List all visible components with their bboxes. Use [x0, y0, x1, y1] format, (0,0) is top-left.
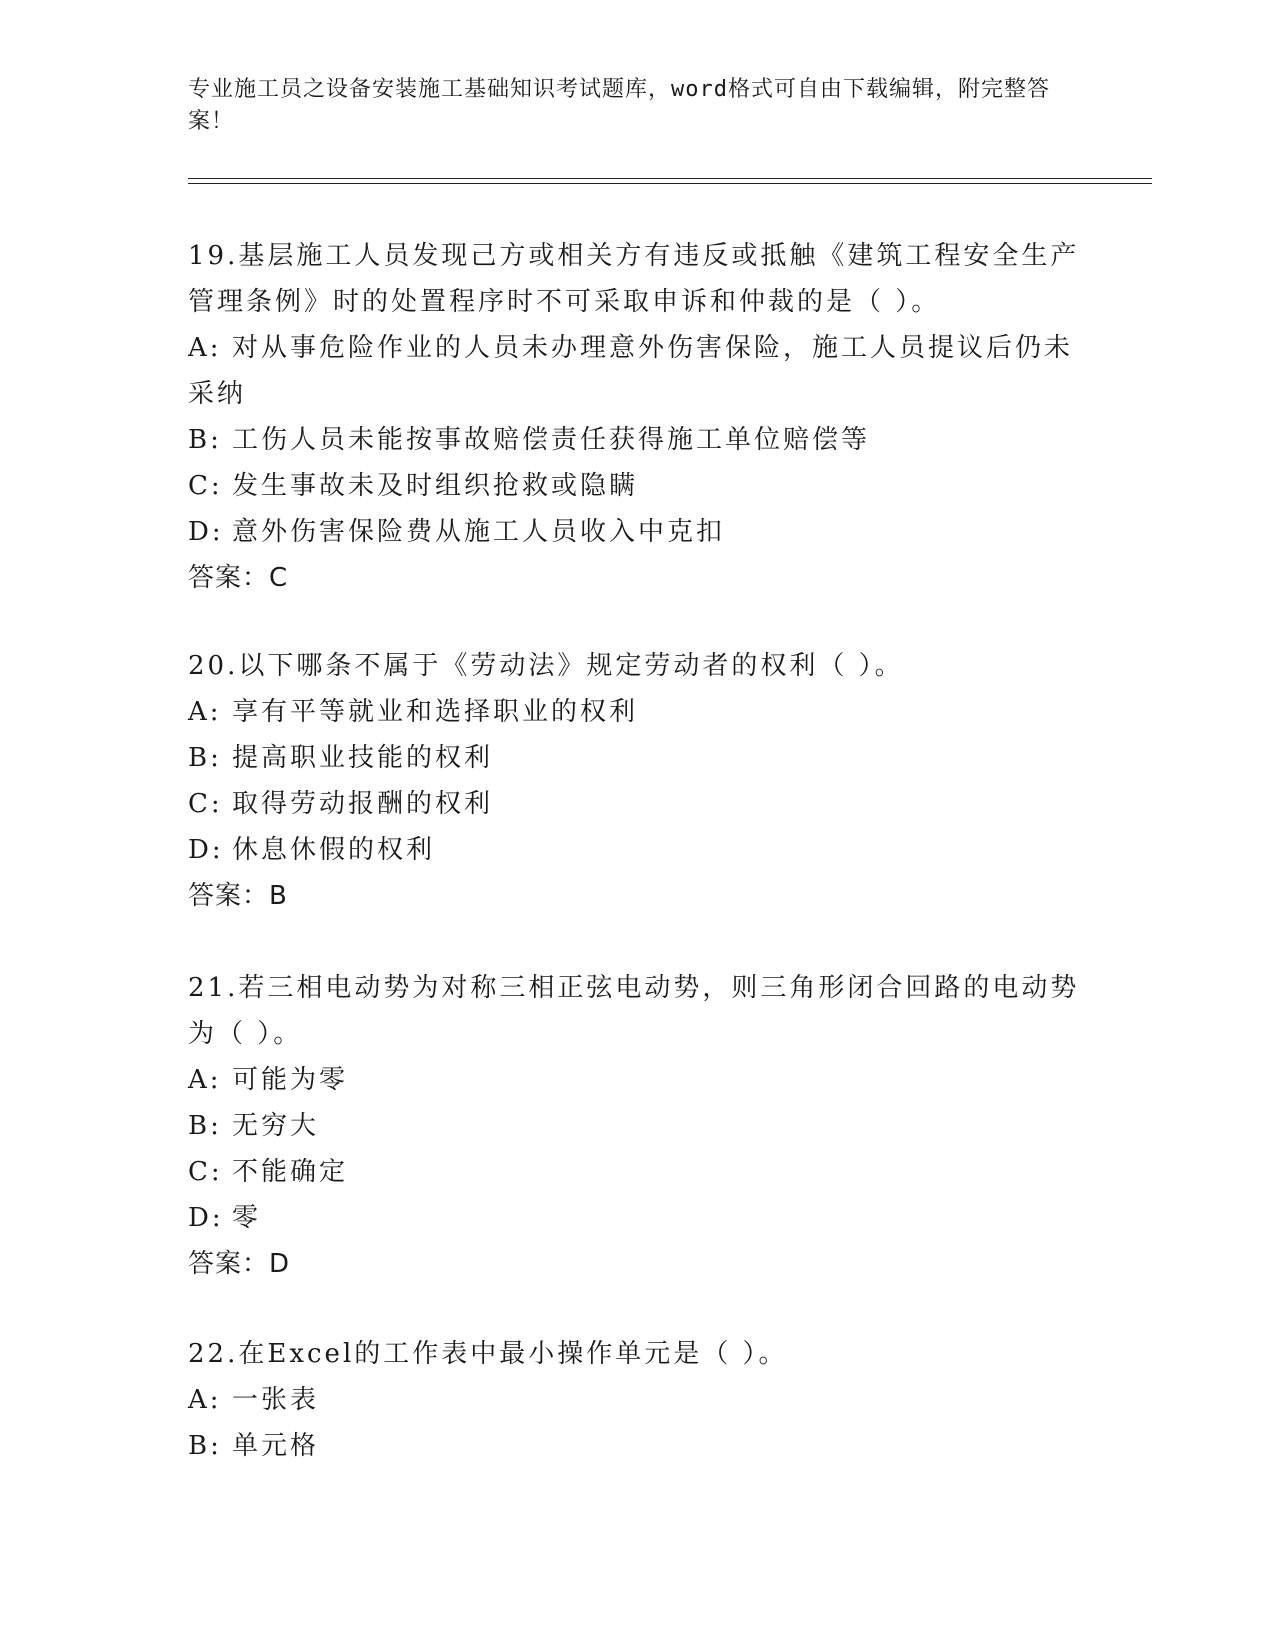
option-a	[188, 689, 1088, 735]
question-stem: 20.以下哪条不属于《劳动法》规定劳动者的权利（ ）。	[188, 651, 904, 681]
option-b	[188, 735, 1088, 781]
question-20	[188, 643, 1088, 919]
option-key: A:	[188, 1065, 222, 1095]
option-d	[188, 827, 1088, 873]
option-a	[188, 1377, 1088, 1423]
question-21	[188, 965, 1088, 1287]
option-key: B:	[188, 1431, 222, 1461]
option-text: 工伤人员未能按事故赔偿责任获得施工单位赔偿等	[232, 425, 871, 455]
option-key: A:	[188, 697, 222, 727]
header-divider-bottom	[188, 183, 1152, 184]
option-text: 享有平等就业和选择职业的权利	[232, 697, 639, 727]
option-key: C:	[188, 1157, 223, 1187]
answer-line: 答案：B	[188, 881, 288, 911]
option-key: C:	[188, 471, 223, 501]
option-text: 零	[232, 1203, 262, 1233]
option-text: 提高职业技能的权利	[232, 743, 494, 773]
question-stem: 22.在Excel的工作表中最小操作单元是（ ）。	[188, 1339, 788, 1369]
option-key: D:	[188, 517, 224, 547]
option-key: B:	[188, 425, 222, 455]
option-d	[188, 509, 1088, 555]
answer-line: 答案：D	[188, 1249, 291, 1279]
option-b	[188, 1423, 1088, 1469]
question-22	[188, 1331, 1088, 1469]
option-text: 对从事危险作业的人员未办理意外伤害保险，施工人员提议后仍未采纳	[188, 333, 1074, 409]
option-key: B:	[188, 1111, 222, 1141]
option-d	[188, 1195, 1088, 1241]
option-b	[188, 417, 1088, 463]
option-text: 一张表	[232, 1385, 320, 1415]
option-a	[188, 325, 1088, 417]
header-divider-top	[188, 178, 1152, 179]
document-header: 专业施工员之设备安装施工基础知识考试题库，word格式可自由下载编辑，附完整答案！	[188, 77, 1050, 134]
option-text: 单元格	[232, 1431, 320, 1461]
answer-line: 答案：C	[188, 563, 289, 593]
option-text: 发生事故未及时组织抢救或隐瞒	[232, 471, 639, 501]
option-key: D:	[188, 1203, 224, 1233]
option-key: A:	[188, 1385, 222, 1415]
option-key: D:	[188, 835, 224, 865]
option-key: C:	[188, 789, 223, 819]
option-text: 无穷大	[232, 1111, 320, 1141]
option-text: 不能确定	[232, 1157, 349, 1187]
option-a	[188, 1057, 1088, 1103]
option-text: 意外伤害保险费从施工人员收入中克扣	[232, 517, 726, 547]
question-19	[188, 233, 1088, 601]
option-b	[188, 1103, 1088, 1149]
option-text: 取得劳动报酬的权利	[232, 789, 494, 819]
question-stem: 21.若三相电动势为对称三相正弦电动势，则三角形闭合回路的电动势为（ ）。	[188, 973, 1080, 1049]
option-c	[188, 463, 1088, 509]
option-text: 可能为零	[232, 1065, 349, 1095]
option-key: B:	[188, 743, 222, 773]
option-c	[188, 781, 1088, 827]
option-key: A:	[188, 333, 222, 363]
question-stem: 19.基层施工人员发现己方或相关方有违反或抵触《建筑工程安全生产管理条例》时的处置程序时不可采取申诉和仲裁的是（ ）。	[188, 241, 1080, 317]
option-c	[188, 1149, 1088, 1195]
option-text: 休息休假的权利	[232, 835, 436, 865]
